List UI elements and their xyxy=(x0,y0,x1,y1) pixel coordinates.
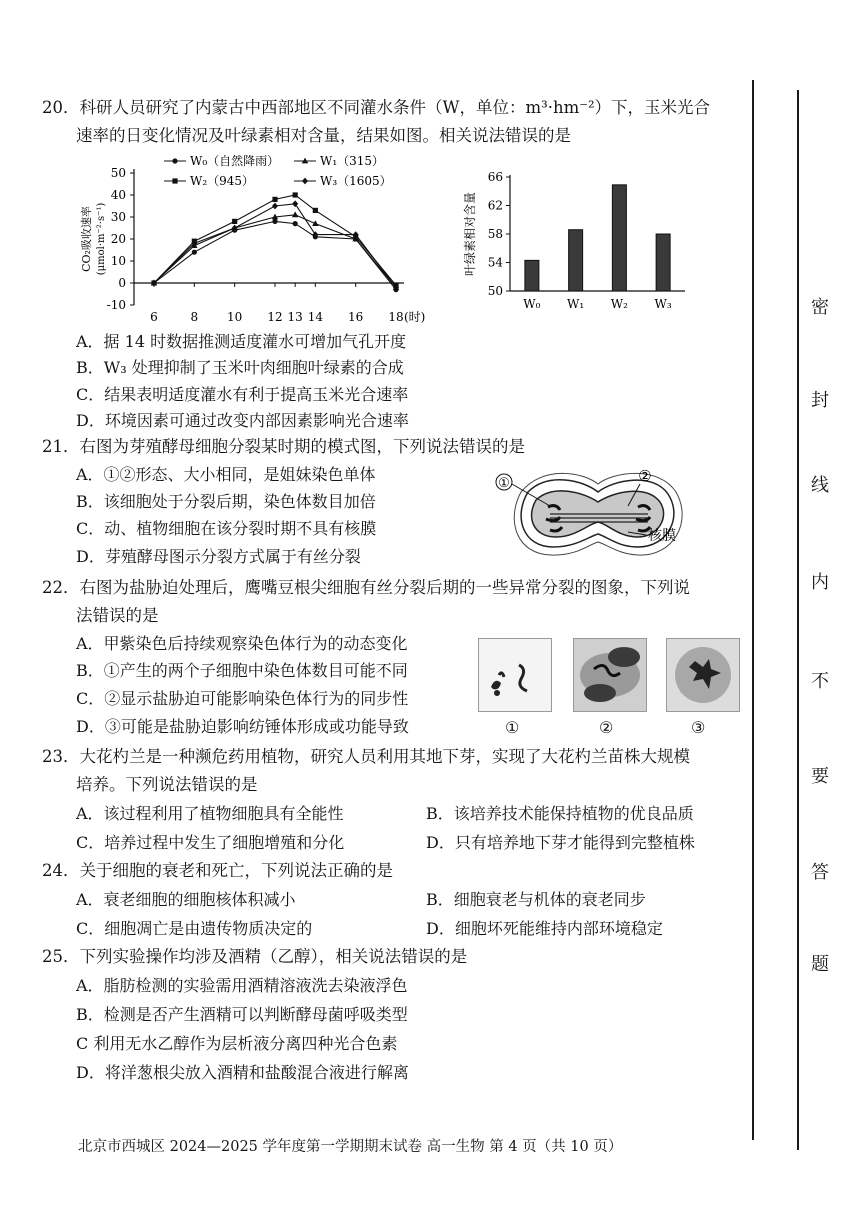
q22-stem-line2: 法错误的是 xyxy=(76,606,159,625)
data-point xyxy=(293,192,298,197)
x-tick-label: 13 xyxy=(287,310,303,324)
x-tick-label: 14 xyxy=(307,310,323,324)
y-tick-label: 58 xyxy=(487,227,503,241)
y-tick-label: 0 xyxy=(118,276,126,290)
q25-option-a: A．脂肪检测的实验需用酒精溶液洗去染液浮色 xyxy=(76,976,408,995)
legend-label: W₂（945） xyxy=(190,174,255,188)
margin-char: 答 xyxy=(811,862,829,883)
diagram-label-2: ② xyxy=(638,467,652,485)
binding-line-inner xyxy=(752,80,754,1140)
x-tick-label: 18 xyxy=(388,310,404,324)
q24-option-a: A．衰老细胞的细胞核体积减小 xyxy=(76,890,296,909)
x-tick-label: W₂ xyxy=(610,297,628,311)
q23-stem-line2: 培养。下列说法错误的是 xyxy=(76,775,258,794)
q23-option-b: B．该培养技术能保持植物的优良品质 xyxy=(426,804,694,823)
y-tick-label: 50 xyxy=(110,166,126,180)
diagram-label-1: ① xyxy=(498,476,510,491)
legend-label: W₀（自然降雨） xyxy=(190,155,280,168)
y-axis-label: CO₂吸收速率 xyxy=(80,206,93,272)
bar-chart xyxy=(460,165,695,315)
page-footer: 北京市西城区 2024—2025 学年度第一学期期末试卷 高一生物 第 4 页（共 10 页） xyxy=(78,1139,623,1155)
margin-char: 封 xyxy=(811,390,829,411)
q21-option-a: A．①②形态、大小相同，是姐妹染色单体 xyxy=(76,465,376,484)
legend-label: W₃（1605） xyxy=(320,174,392,188)
y-axis-unit: (μmol·m⁻²·s⁻¹) xyxy=(96,202,107,276)
micrograph-3 xyxy=(666,638,740,712)
legend-label: W₁（315） xyxy=(320,155,385,168)
q24-stem: 24．关于细胞的衰老和死亡，下列说法正确的是 xyxy=(42,861,393,880)
q21-option-d: D．芽殖酵母图示分裂方式属于有丝分裂 xyxy=(76,547,361,566)
data-point xyxy=(292,211,298,217)
margin-char: 内 xyxy=(811,572,829,593)
x-tick-label: W₁ xyxy=(567,297,585,311)
q25-option-c: C 利用无水乙醇作为层析液分离四种光合色素 xyxy=(76,1034,398,1053)
q24-option-d: D．细胞坏死能维持内部环境稳定 xyxy=(426,919,663,938)
q20-option-d: D．环境因素可通过改变内部因素影响光合速率 xyxy=(76,411,409,430)
q20-option-b: B．W₃ 处理抑制了玉米叶肉细胞叶绿素的合成 xyxy=(76,358,404,377)
micrograph-2 xyxy=(573,638,647,712)
data-point xyxy=(293,221,298,226)
y-tick-label: -10 xyxy=(106,298,126,312)
q23-stem-line1: 23．大花杓兰是一种濒危药用植物，研究人员利用其地下芽，实现了大花杓兰苗株大规模 xyxy=(42,747,690,766)
y-tick-label: 40 xyxy=(110,188,126,202)
data-point xyxy=(313,208,318,213)
data-point xyxy=(272,197,277,202)
diagram-label-nuclear-membrane: 核膜 xyxy=(648,528,676,544)
micrograph-label-2: ② xyxy=(599,718,614,737)
legend-marker xyxy=(172,178,177,183)
x-tick-label: W₃ xyxy=(654,297,672,311)
x-tick-label: 16 xyxy=(348,310,364,324)
x-tick-label: 6 xyxy=(150,310,158,324)
series-line xyxy=(154,215,396,288)
margin-char: 密 xyxy=(811,297,829,318)
q24-option-c: C．细胞凋亡是由遗传物质决定的 xyxy=(76,919,313,938)
q22-option-a: A．甲紫染色后持续观察染色体行为的动态变化 xyxy=(76,634,408,653)
q25-stem: 25．下列实验操作均涉及酒精（乙醇），相关说法错误的是 xyxy=(42,947,468,966)
x-axis-unit: (时) xyxy=(404,310,426,324)
margin-char: 不 xyxy=(811,671,829,692)
x-tick-label: W₀ xyxy=(523,297,541,311)
x-tick-label: 8 xyxy=(190,310,199,324)
q20-option-a: A．据 14 时数据推测适度灌水可增加气孔开度 xyxy=(76,332,407,351)
q21-stem: 21．右图为芽殖酵母细胞分裂某时期的模式图，下列说法错误的是 xyxy=(42,437,525,456)
series-line xyxy=(154,221,396,289)
legend-entry xyxy=(164,155,279,168)
binding-line-outer xyxy=(797,90,799,1150)
margin-char: 题 xyxy=(811,954,829,975)
data-point xyxy=(232,219,237,224)
y-tick-label: 66 xyxy=(487,170,503,184)
yeast-cell-diagram xyxy=(488,462,698,562)
q22-option-c: C．②显示盐胁迫可能影响染色体行为的同步性 xyxy=(76,689,409,708)
micrograph-label-1: ① xyxy=(505,718,520,737)
data-point xyxy=(272,203,278,210)
bar xyxy=(656,234,670,291)
legend-entry xyxy=(164,174,254,188)
q22-option-d: D．③可能是盐胁迫影响纺锤体形成或功能导致 xyxy=(76,717,409,736)
q24-option-b: B．细胞衰老与机体的衰老同步 xyxy=(426,890,646,909)
q20-option-c: C．结果表明适度灌水有利于提高玉米光合速率 xyxy=(76,385,409,404)
series-0 xyxy=(151,219,398,292)
legend-marker xyxy=(302,178,308,185)
legend-entry xyxy=(294,155,384,168)
y-tick-label: 62 xyxy=(487,198,503,213)
q21-option-b: B．该细胞处于分裂后期，染色体数目加倍 xyxy=(76,492,376,511)
x-tick-label: 12 xyxy=(267,310,283,324)
margin-char: 要 xyxy=(811,766,829,787)
y-tick-label: 54 xyxy=(487,255,503,270)
y-tick-label: 20 xyxy=(110,232,126,246)
q25-option-d: D．将洋葱根尖放入酒精和盐酸混合液进行解离 xyxy=(76,1063,409,1082)
q20-stem-line1: 20．科研人员研究了内蒙古中西部地区不同灌水条件（W，单位：m³·hm⁻²）下，玉米光合 xyxy=(42,98,711,117)
y-tick-label: 30 xyxy=(110,210,126,224)
y-tick-label: 10 xyxy=(110,254,126,268)
q23-option-c: C．培养过程中发生了细胞增殖和分化 xyxy=(76,833,345,852)
q23-option-a: A．该过程利用了植物细胞具有全能性 xyxy=(76,804,344,823)
legend-marker xyxy=(172,158,177,163)
micrograph-label-3: ③ xyxy=(691,718,706,737)
bar xyxy=(525,260,539,291)
y-tick-label: 50 xyxy=(487,284,503,298)
line-chart xyxy=(78,155,450,325)
q23-option-d: D．只有培养地下芽才能得到完整植株 xyxy=(426,833,695,852)
q20-stem-line2: 速率的日变化情况及叶绿素相对含量，结果如图。相关说法错误的是 xyxy=(76,126,571,145)
bar xyxy=(569,230,583,291)
x-tick-label: 10 xyxy=(227,310,243,324)
legend-entry xyxy=(294,174,392,188)
margin-char: 线 xyxy=(811,475,829,496)
q21-option-c: C．动、植物细胞在该分裂时期不具有核膜 xyxy=(76,519,377,538)
q22-option-b: B．①产生的两个子细胞中染色体数目可能不同 xyxy=(76,661,408,680)
y-axis-label: 叶绿素相对含量 xyxy=(463,191,477,277)
q22-stem-line1: 22．右图为盐胁迫处理后，鹰嘴豆根尖细胞有丝分裂后期的一些异常分裂的图象，下列说 xyxy=(42,578,690,597)
micrograph-1 xyxy=(478,638,552,712)
data-point xyxy=(192,250,197,255)
bar xyxy=(612,185,626,291)
q25-option-b: B．检测是否产生酒精可以判断酵母菌呼吸类型 xyxy=(76,1005,408,1024)
data-point xyxy=(272,219,277,224)
